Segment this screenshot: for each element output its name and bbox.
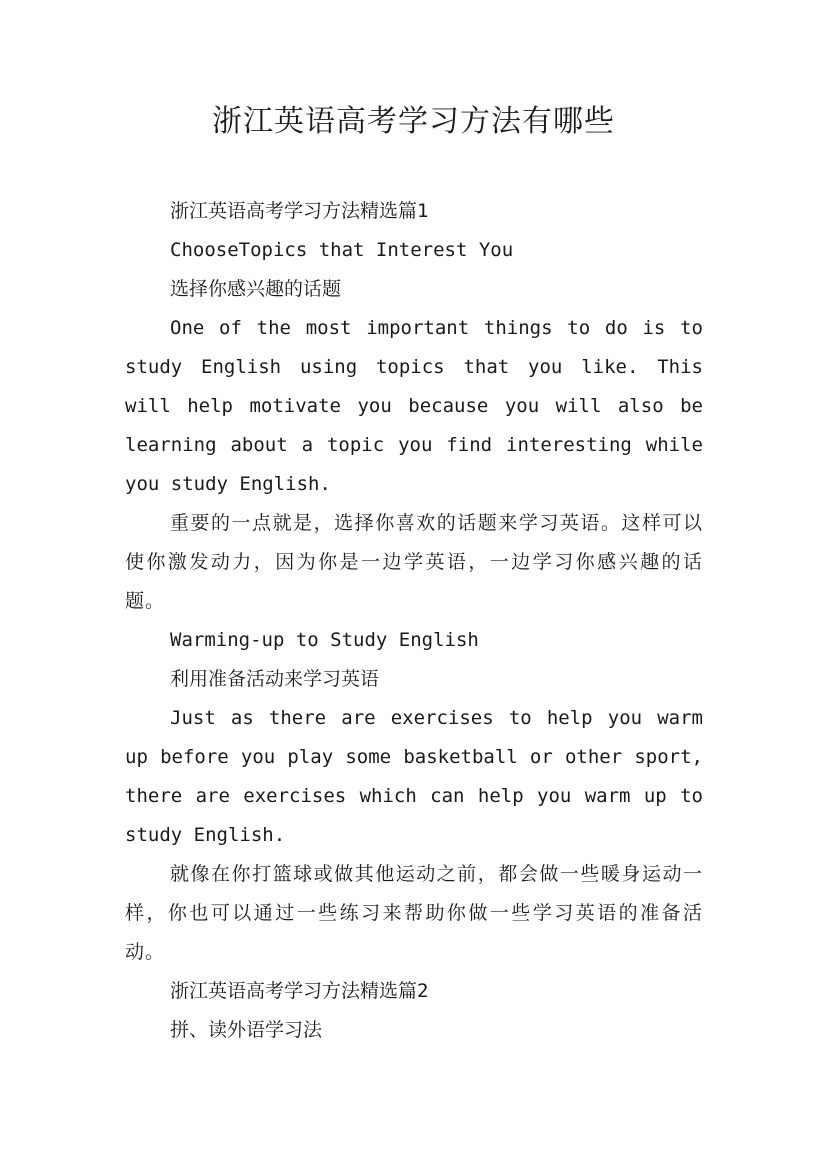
chinese-subtitle-spelling-reading: 拼、读外语学习法: [170, 1019, 323, 1041]
english-subtitle-warming-up: Warming-up to Study English: [170, 629, 479, 651]
english-paragraph-topics: One of the most important things to do is to study English using topics that you like. This will help motivate you because you will also be learning about a topic you find interesting while you study English.: [125, 317, 703, 495]
chinese-subtitle-choose-topics: 选择你感兴趣的话题: [170, 278, 342, 300]
page-title: 浙江英语高考学习方法有哪些: [212, 104, 615, 139]
section-heading-2: 浙江英语高考学习方法精选篇2: [170, 980, 429, 1002]
chinese-paragraph-warming-up: 就像在你打篮球或做其他运动之前，都会做一些暖身运动一样，你也可以通过一些练习来帮助你做一些学习英语的准备活动。: [125, 863, 703, 963]
english-subtitle-choose-topics: ChooseTopics that Interest You: [170, 239, 514, 261]
chinese-subtitle-warming-up: 利用准备活动来学习英语: [170, 668, 380, 690]
english-paragraph-warming-up: Just as there are exercises to help you warm up before you play some basketball or other sport, there are exercises which can help you warm up to study English.: [125, 707, 703, 846]
section-heading-1: 浙江英语高考学习方法精选篇1: [170, 200, 429, 222]
document-body: [125, 192, 703, 1050]
chinese-paragraph-topics: 重要的一点就是，选择你喜欢的话题来学习英语。这样可以使你激发动力，因为你是一边学英语，一边学习你感兴趣的话题。: [125, 512, 703, 612]
